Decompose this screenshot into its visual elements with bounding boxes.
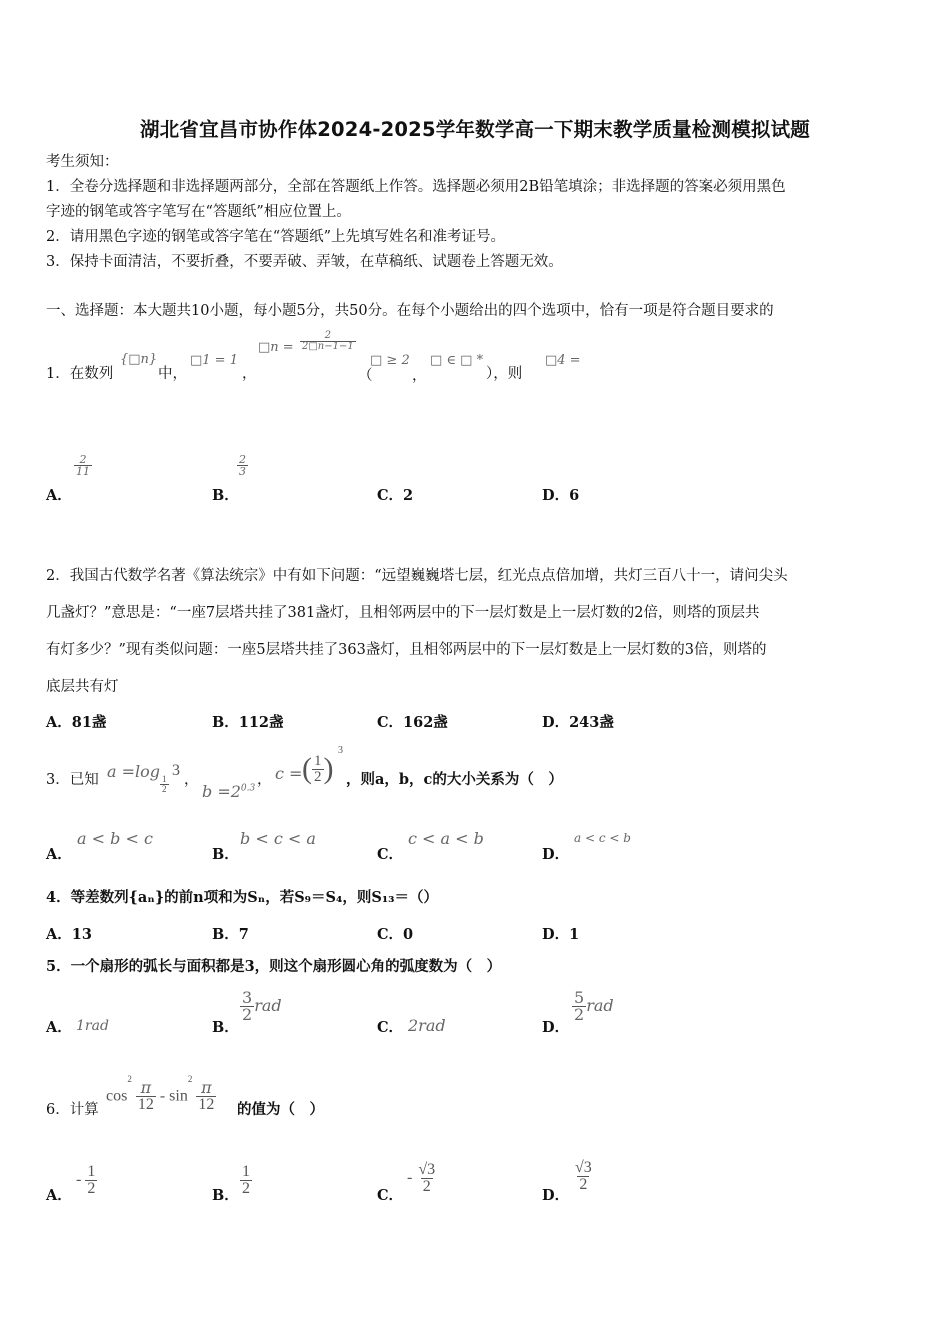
q6-expression: $\cos^2$ $\frac{\pi}{12}$ - $\sin^2$ $\frac{\pi}{12}$ [106, 1074, 215, 1113]
q3-a-arg: 3 [172, 762, 180, 779]
notice-item-2: 2．请用黑色字迹的钢笔或答字笔在“答题纸”上先填写姓名和准考证号。 [46, 229, 506, 245]
q5-option-b[interactable]: $\frac{3}{2}$ rad [242, 988, 282, 1024]
q3-c-value: ( $\frac{1}{2}$ ) [302, 752, 334, 785]
q2-line-1: 2．我国古代数学名著《算法统宗》中有如下问题：“远望巍巍塔七层，红光点点倍加增，共灯三百八十一，请问尖头 [46, 568, 788, 584]
q6-option-b[interactable]: $\frac{1}{2}$ [242, 1163, 250, 1197]
q1-formula-num: 2 [324, 330, 332, 341]
page-title: 湖北省宜昌市协作体2024-2025学年数学高一下期末教学质量检测模拟试题 [139, 118, 811, 141]
q2-line-4: 底层共有灯 [46, 679, 119, 695]
q2-option-a[interactable]: A．81盏 [46, 714, 107, 731]
q1-prefix: 1．在数列 [46, 366, 114, 382]
q2-line-2: 几盏灯？”意思是：“一座7层塔共挂了381盏灯，且相邻两层中的下一层灯数是上一层灯数的2倍，则塔的顶层共 [46, 605, 760, 621]
q1-cond-2: □ ∈ □ * [430, 353, 484, 368]
q5-option-c-label[interactable]: C． [377, 1019, 404, 1036]
q3-a-base: $\frac{1}{2}$ [162, 774, 167, 794]
q3-option-a-label[interactable]: A． [46, 846, 72, 863]
q3-option-c-label[interactable]: C． [377, 846, 404, 863]
q3-option-c[interactable]: c < a < b [408, 829, 484, 848]
q2-line-3: 有灯多少？”现有类似问题：一座5层塔共挂了363盏灯，且相邻两层中的下一层灯数是上一层灯数的3倍，则塔的 [46, 642, 767, 658]
notice-item-3: 3．保持卡面清洁，不要折叠，不要弄破、弄皱，在草稿纸、试题卷上答题无效。 [46, 254, 563, 270]
q5-option-a-label[interactable]: A． [46, 1019, 72, 1036]
notice-heading: 考生须知： [46, 154, 119, 170]
q1-paren-open: （ [358, 368, 373, 384]
section-heading: 一、选择题：本大题共10小题，每小题5分，共50分。在每个小题给出的四个选项中，恰有一项是符合题目要求的 [46, 303, 774, 319]
q3-c-expr: c = [275, 764, 303, 783]
q1-cond-1: □ ≥ 2 [370, 353, 410, 368]
notice-item-1: 1．全卷分选择题和非选择题两部分，全部在答题纸上作答。选择题必须用2B铅笔填涂；非选择题的答案必须用黑色 [46, 179, 786, 195]
q4-option-c[interactable]: C．0 [377, 926, 414, 943]
q5-option-d[interactable]: $\frac{5}{2}$ rad [574, 988, 614, 1024]
q4-option-a[interactable]: A．13 [46, 926, 92, 943]
q1-paren-close: ），则 [486, 366, 523, 382]
q1-option-a-label[interactable]: A． [46, 487, 72, 504]
q5-text: 5．一个扇形的弧长与面积都是3，则这个扇形圆心角的弧度数为（ ） [46, 958, 502, 975]
q1-formula [300, 331, 356, 352]
q2-option-b[interactable]: B．112盏 [212, 714, 284, 731]
q3-option-a[interactable]: a < b < c [77, 829, 153, 848]
q6-prefix: 6．计算 [46, 1102, 99, 1118]
q4-option-b[interactable]: B．7 [212, 926, 249, 943]
q5-option-a[interactable]: 1rad [76, 1018, 109, 1034]
q6-option-a[interactable]: - $\frac{1}{2}$ [76, 1163, 96, 1197]
q1-formula-lhs: □n = [258, 340, 294, 355]
q1-target: □4 = [545, 353, 581, 368]
q6-option-a-label[interactable]: A． [46, 1187, 72, 1204]
q1-formula-den: 2□n−1−1 [302, 341, 354, 352]
q5-option-d-label[interactable]: D． [542, 1019, 570, 1036]
q5-option-b-label[interactable]: B． [212, 1019, 239, 1036]
q6-option-d[interactable]: $\frac{√3}{2}$ [575, 1159, 592, 1193]
q3-option-d[interactable]: a < c < b [574, 831, 631, 845]
q1-option-b-label[interactable]: B． [212, 487, 239, 504]
q3-prefix: 3．已知 [46, 772, 99, 788]
q1-option-c[interactable]: C．2 [377, 487, 414, 504]
q3-a-expr: a =log [107, 762, 161, 781]
q3-b-expr: $b =2^{0.3}$ [202, 782, 256, 801]
q3-option-b-label[interactable]: B． [212, 846, 239, 863]
q3-option-b[interactable]: b < c < a [240, 829, 316, 848]
q2-option-c[interactable]: C．162盏 [377, 714, 448, 731]
q4-option-d[interactable]: D．1 [542, 926, 580, 943]
q6-option-d-label[interactable]: D． [542, 1187, 570, 1204]
q1-a1: □1 = 1 [190, 353, 238, 368]
q3-b-exp: 0.3 [240, 783, 256, 794]
q1-mid: 中， [158, 366, 187, 382]
q1-comma: ， [242, 366, 257, 382]
q3-comma-2: ， [257, 772, 272, 788]
q1-seq: {□n} [120, 352, 158, 367]
q6-option-c-label[interactable]: C． [377, 1187, 404, 1204]
q3-option-d-label[interactable]: D． [542, 846, 570, 863]
q6-option-c[interactable]: - $\frac{√3}{2}$ [407, 1161, 436, 1195]
q2-option-d[interactable]: D．243盏 [542, 714, 614, 731]
q1-option-d[interactable]: D．6 [542, 487, 580, 504]
q5-option-c[interactable]: 2rad [408, 1016, 446, 1035]
notice-item-1-cont: 字迹的钢笔或答字笔写在“答题纸”相应位置上。 [46, 204, 351, 220]
q4-text: 4．等差数列{aₙ}的前n项和为Sₙ，若S₉＝S₄，则S₁₃＝（） [46, 889, 439, 906]
q1-option-a[interactable]: $\frac{2}{11}$ [76, 453, 90, 478]
q6-option-b-label[interactable]: B． [212, 1187, 239, 1204]
q3-suffix: ，则a，b，c的大小关系为（ ） [346, 771, 563, 788]
q1-cond-sep: ， [412, 368, 427, 384]
q1-option-b[interactable]: $\frac{2}{3}$ [239, 453, 246, 478]
q6-suffix: 的值为（ ） [237, 1101, 324, 1118]
q3-comma-1: ， [184, 772, 199, 788]
q3-c-exp: 3 [338, 745, 343, 756]
